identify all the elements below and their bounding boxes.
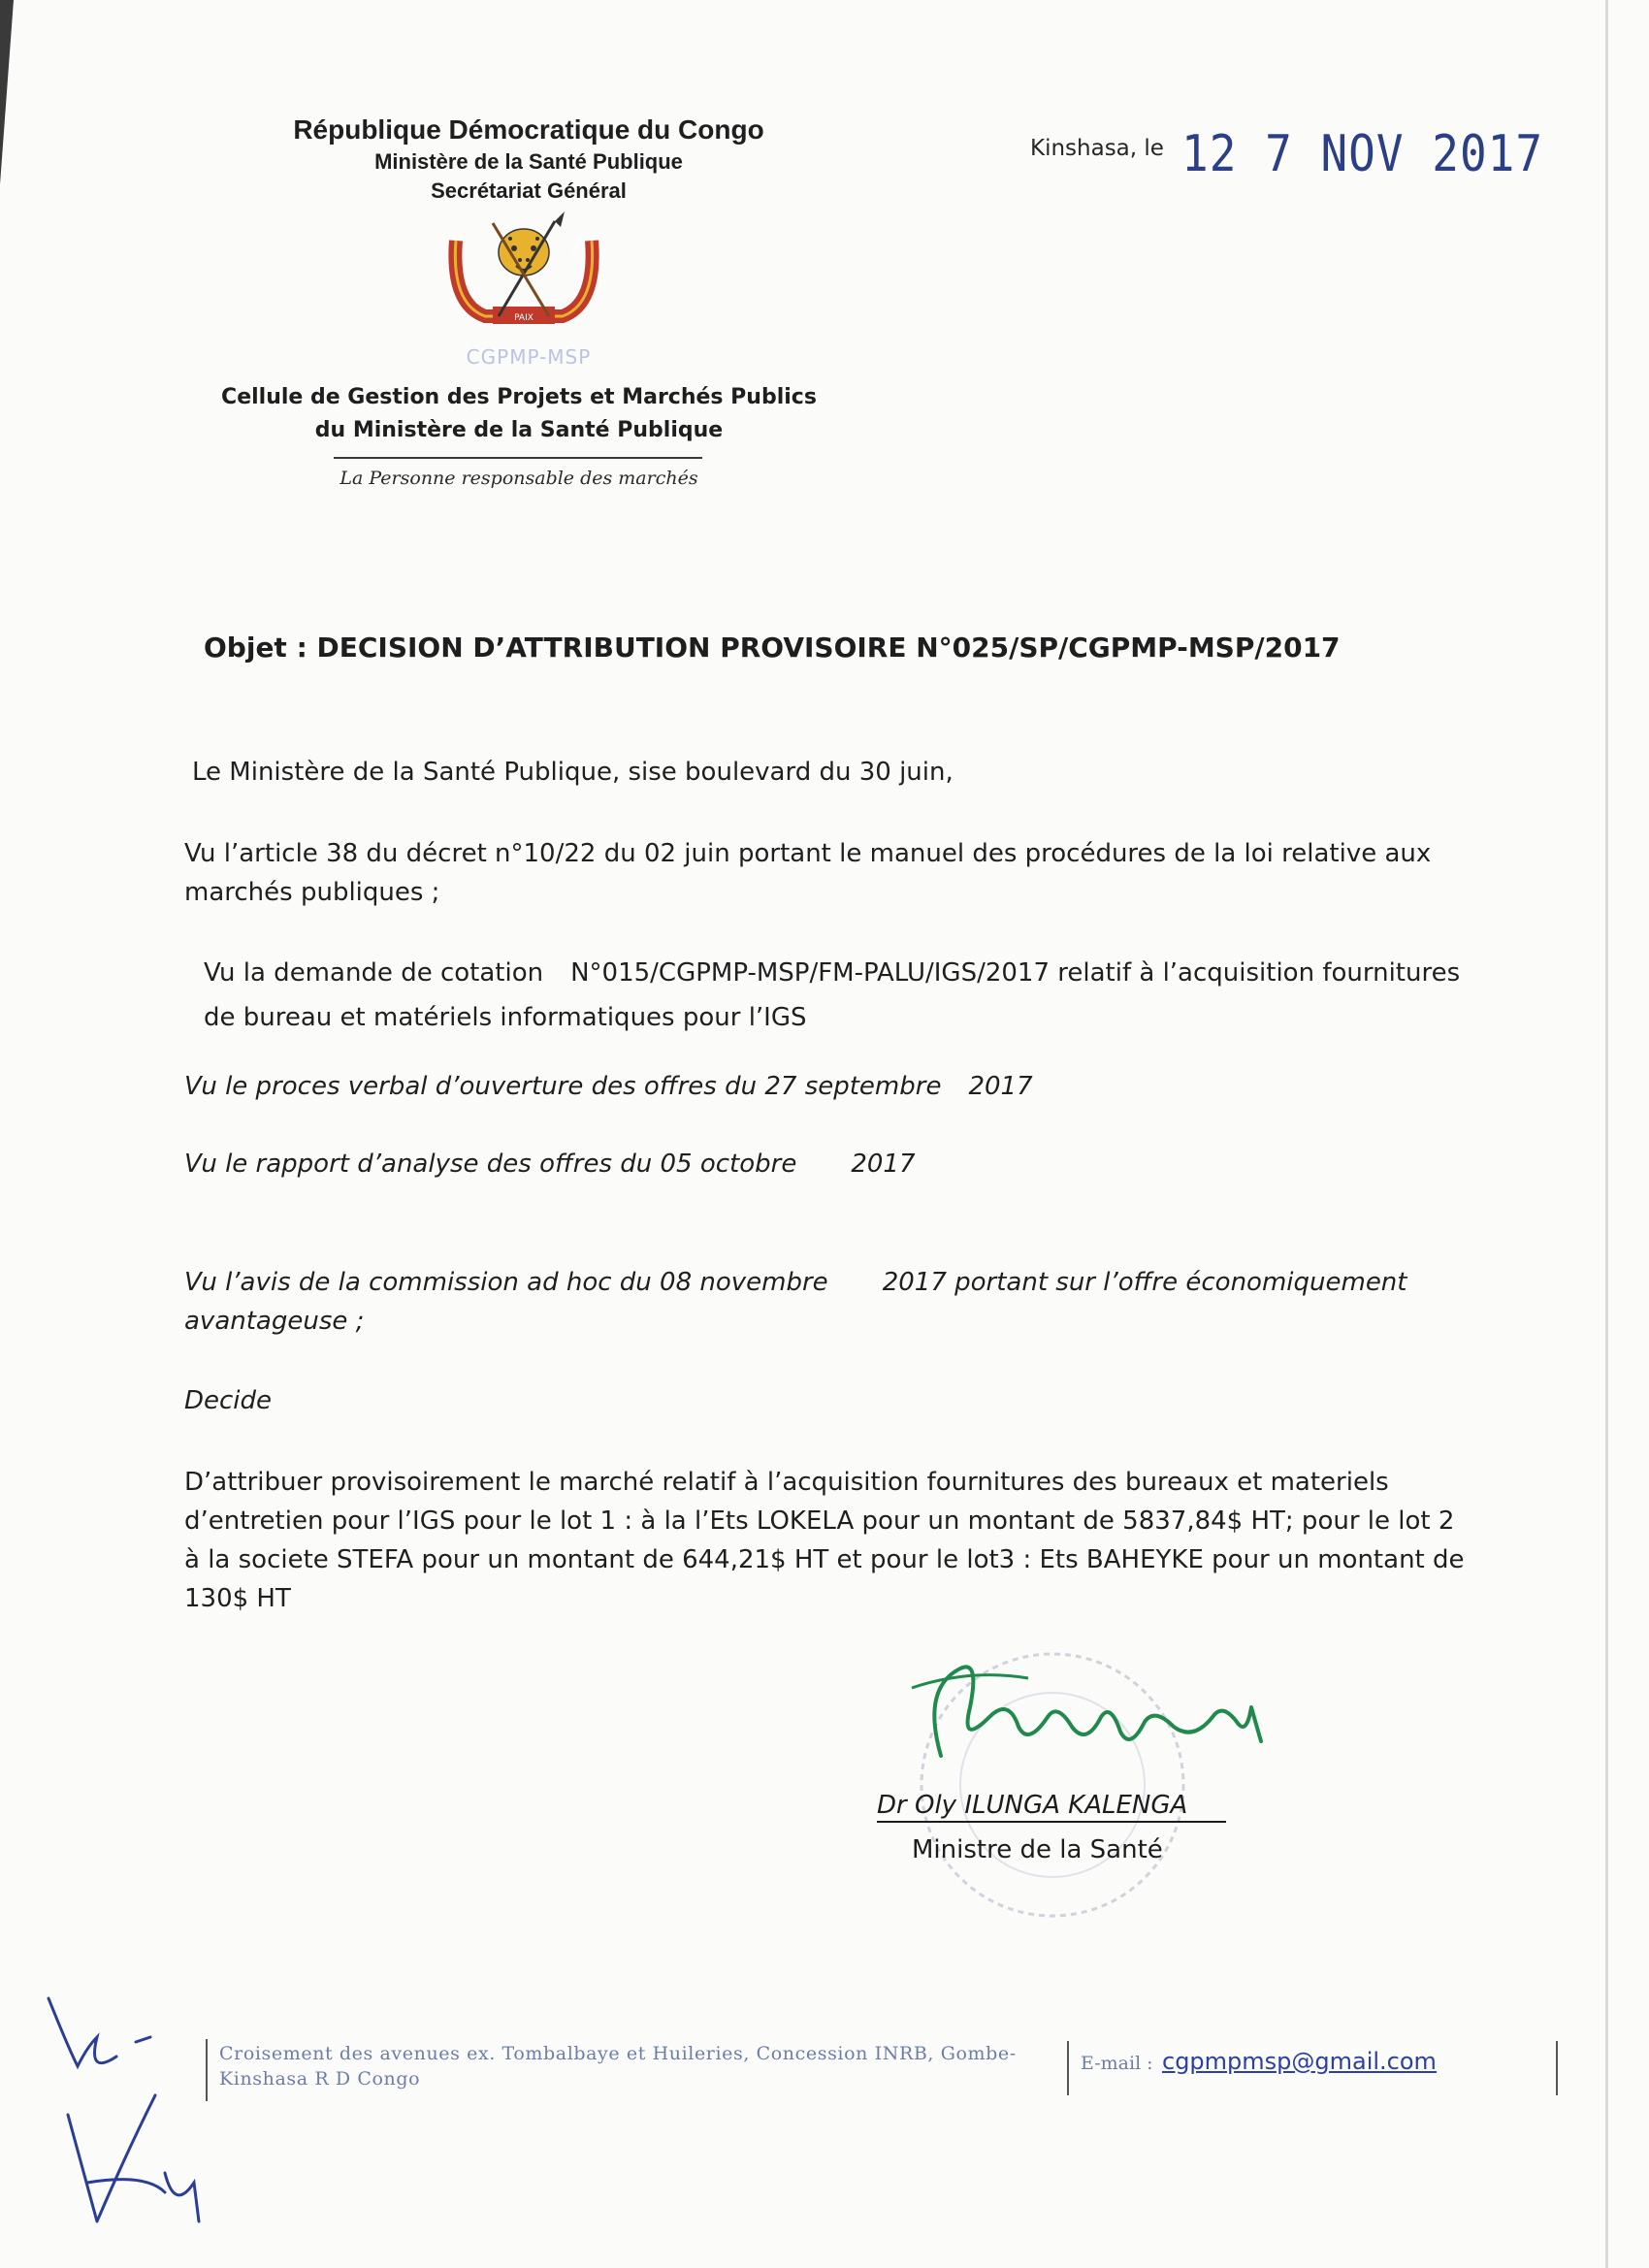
signatory-underline bbox=[877, 1821, 1226, 1823]
opening-lead: Vu le proces verbal d’ouverture des offres du bbox=[184, 1072, 758, 1101]
handwritten-initials bbox=[29, 1989, 223, 2231]
coat-motto-left: JUSTICE bbox=[466, 276, 482, 306]
paragraph-commission-opinion bbox=[184, 1263, 1465, 1341]
paragraph-ministry: Le Ministère de la Santé Publique, sise boulevard du 30 juin, bbox=[192, 758, 954, 787]
footer-divider-right bbox=[1556, 2041, 1558, 2095]
handwritten-signature bbox=[902, 1649, 1310, 1775]
opening-year: 2017 bbox=[968, 1072, 1033, 1101]
header-cell-line2: du Ministère de la Santé Publique bbox=[314, 418, 724, 442]
footer-address: Croisement des avenues ex. Tombalbaye et Huileries, Concession INRB, Gombe-Kinshasa R D Congo bbox=[219, 2043, 1017, 2090]
coat-motto-right: TRAVAIL bbox=[568, 232, 586, 261]
header-cell-line1: Cellule de Gestion des Projets et Marchés Publics bbox=[221, 385, 817, 409]
scan-edge-artifact bbox=[1605, 0, 1608, 2268]
footer-email-label: E-mail : bbox=[1081, 2053, 1153, 2074]
coat-of-arms-emblem bbox=[427, 211, 621, 338]
header-responsible: La Personne responsable des marchés bbox=[340, 468, 698, 489]
commission-lead: Vu l’avis de la commission ad hoc du 08 novembre bbox=[184, 1268, 828, 1297]
signatory-title: Ministre de la Santé bbox=[912, 1835, 1163, 1864]
date-place: Kinshasa, le bbox=[1030, 136, 1164, 161]
paragraph-analysis-report bbox=[184, 1145, 916, 1183]
commission-rest: 2017 portant sur l’offre économiquement avantageuse ; bbox=[184, 1268, 1407, 1336]
opening-date: 27 septembre bbox=[764, 1072, 942, 1101]
header-country: République Démocratique du Congo bbox=[293, 114, 764, 145]
header-watermark: CGPMP-MSP bbox=[466, 345, 592, 369]
paragraph-award: D’attribuer provisoirement le marché relatif à l’acquisition fournitures des bureaux et materiels d’entretien pour l’IGS pour le lot 1 : à la l’Ets LOKELA pour un montant de 5837,84$ HT; pour le lot 2 à la societe STEFA pour un montant de 644,21$ HT et pour le lot3 : Ets BAHEYKE pour un montant de 130$ HT bbox=[184, 1468, 1465, 1613]
paragraph-article: Vu l’article 38 du décret n°10/22 du 02 juin portant le manuel des procédures de la loi relative aux marchés publiques ; bbox=[184, 839, 1432, 907]
date-stamp: 12 7 NOV 2017 bbox=[1181, 124, 1544, 183]
footer-email-link[interactable]: cgpmpmsp@gmail.com bbox=[1162, 2048, 1437, 2075]
decision-object-title: Objet : DECISION D’ATTRIBUTION PROVISOIRE N°025/SP/CGPMP-MSP/2017 bbox=[204, 632, 1341, 664]
header-ministry: Ministère de la Santé Publique bbox=[374, 149, 683, 174]
quotation-lead: Vu la demande de cotation bbox=[204, 958, 544, 988]
scan-corner-artifact bbox=[0, 0, 14, 184]
analysis-year: 2017 bbox=[851, 1150, 916, 1179]
paragraph-opening-report bbox=[184, 1067, 1033, 1106]
header-divider bbox=[334, 457, 702, 459]
footer-divider-middle bbox=[1067, 2041, 1069, 2095]
paragraph-quotation-request bbox=[204, 951, 1465, 1040]
quotation-ref: N°015/CGPMP-MSP/FM-PALU/IGS/2017 relatif à l’acquisition fournitures de bureau et matériels informatiques pour l’IGS bbox=[204, 958, 1461, 1032]
paragraph-decide: Decide bbox=[184, 1386, 273, 1415]
coat-motto-center: PAIX bbox=[514, 313, 534, 323]
analysis-lead: Vu le rapport d’analyse des offres du 05 octobre bbox=[184, 1150, 797, 1179]
signatory-name: Dr Oly ILUNGA KALENGA bbox=[877, 1791, 1188, 1820]
header-secretariat: Secrétariat Général bbox=[431, 178, 627, 203]
